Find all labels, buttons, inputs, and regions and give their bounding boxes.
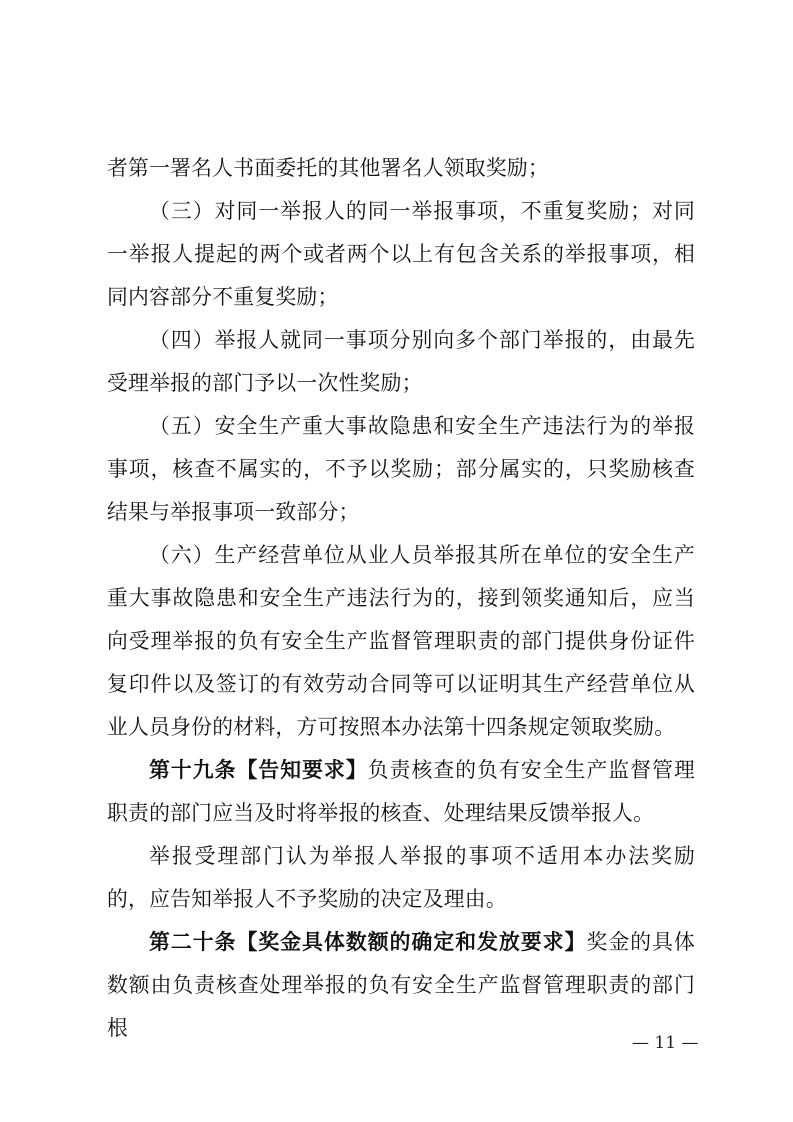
paragraph-item-4 bbox=[107, 319, 695, 405]
paragraph-text: 负责核查的负有安全生产监督管理职责的部门应当及时将举报的核查、处理结果反馈举报人。 bbox=[107, 758, 696, 825]
paragraph-text: （五）安全生产重大事故隐患和安全生产违法行为的举报事项，核查不属实的，不予以奖励；部分属实的，只奖励核查结果与举报事项一致部分； bbox=[107, 414, 695, 524]
page-number: — 11 — bbox=[632, 1033, 699, 1053]
document-body bbox=[107, 147, 695, 1050]
article-20 bbox=[107, 921, 695, 1050]
paragraph-text: （三）对同一举报人的同一举报事项，不重复奖励；对同一举报人提起的两个或者两个以上有包含关系的举报事项，相同内容部分不重复奖励； bbox=[107, 199, 695, 309]
paragraph-text: （四）举报人就同一事项分别向多个部门举报的，由最先受理举报的部门予以一次性奖励； bbox=[107, 328, 695, 395]
paragraph-text: 举报受理部门认为举报人举报的事项不适用本办法奖励的，应告知举报人不予奖励的决定及理由。 bbox=[107, 844, 695, 911]
paragraph-item-3 bbox=[107, 190, 695, 319]
paragraph-text: （六）生产经营单位从业人员举报其所在单位的安全生产重大事故隐患和安全生产违法行为的，接到领奖通知后，应当向受理举报的负有安全生产监督管理职责的部门提供身份证件复印件以及签订的有效劳动合同等可以证明其生产经营单位从业人员身份的材料，方可按照本办法第十四条规定领取奖励。 bbox=[107, 543, 695, 739]
article-heading: 第十九条【告知要求】 bbox=[149, 758, 368, 782]
paragraph-item-6 bbox=[107, 534, 695, 749]
paragraph-text: 奖金的具体数额由负责核查处理举报的负有安全生产监督管理职责的部门根 bbox=[107, 930, 696, 1040]
paragraph-item-5 bbox=[107, 405, 695, 534]
article-heading: 第二十条【奖金具体数额的确定和发放要求】 bbox=[149, 930, 587, 954]
paragraph-text: 者第一署名人书面委托的其他署名人领取奖励； bbox=[107, 156, 549, 180]
article-19-paragraph-2 bbox=[107, 835, 695, 921]
paragraph-continuation bbox=[107, 147, 695, 190]
article-19 bbox=[107, 749, 695, 835]
